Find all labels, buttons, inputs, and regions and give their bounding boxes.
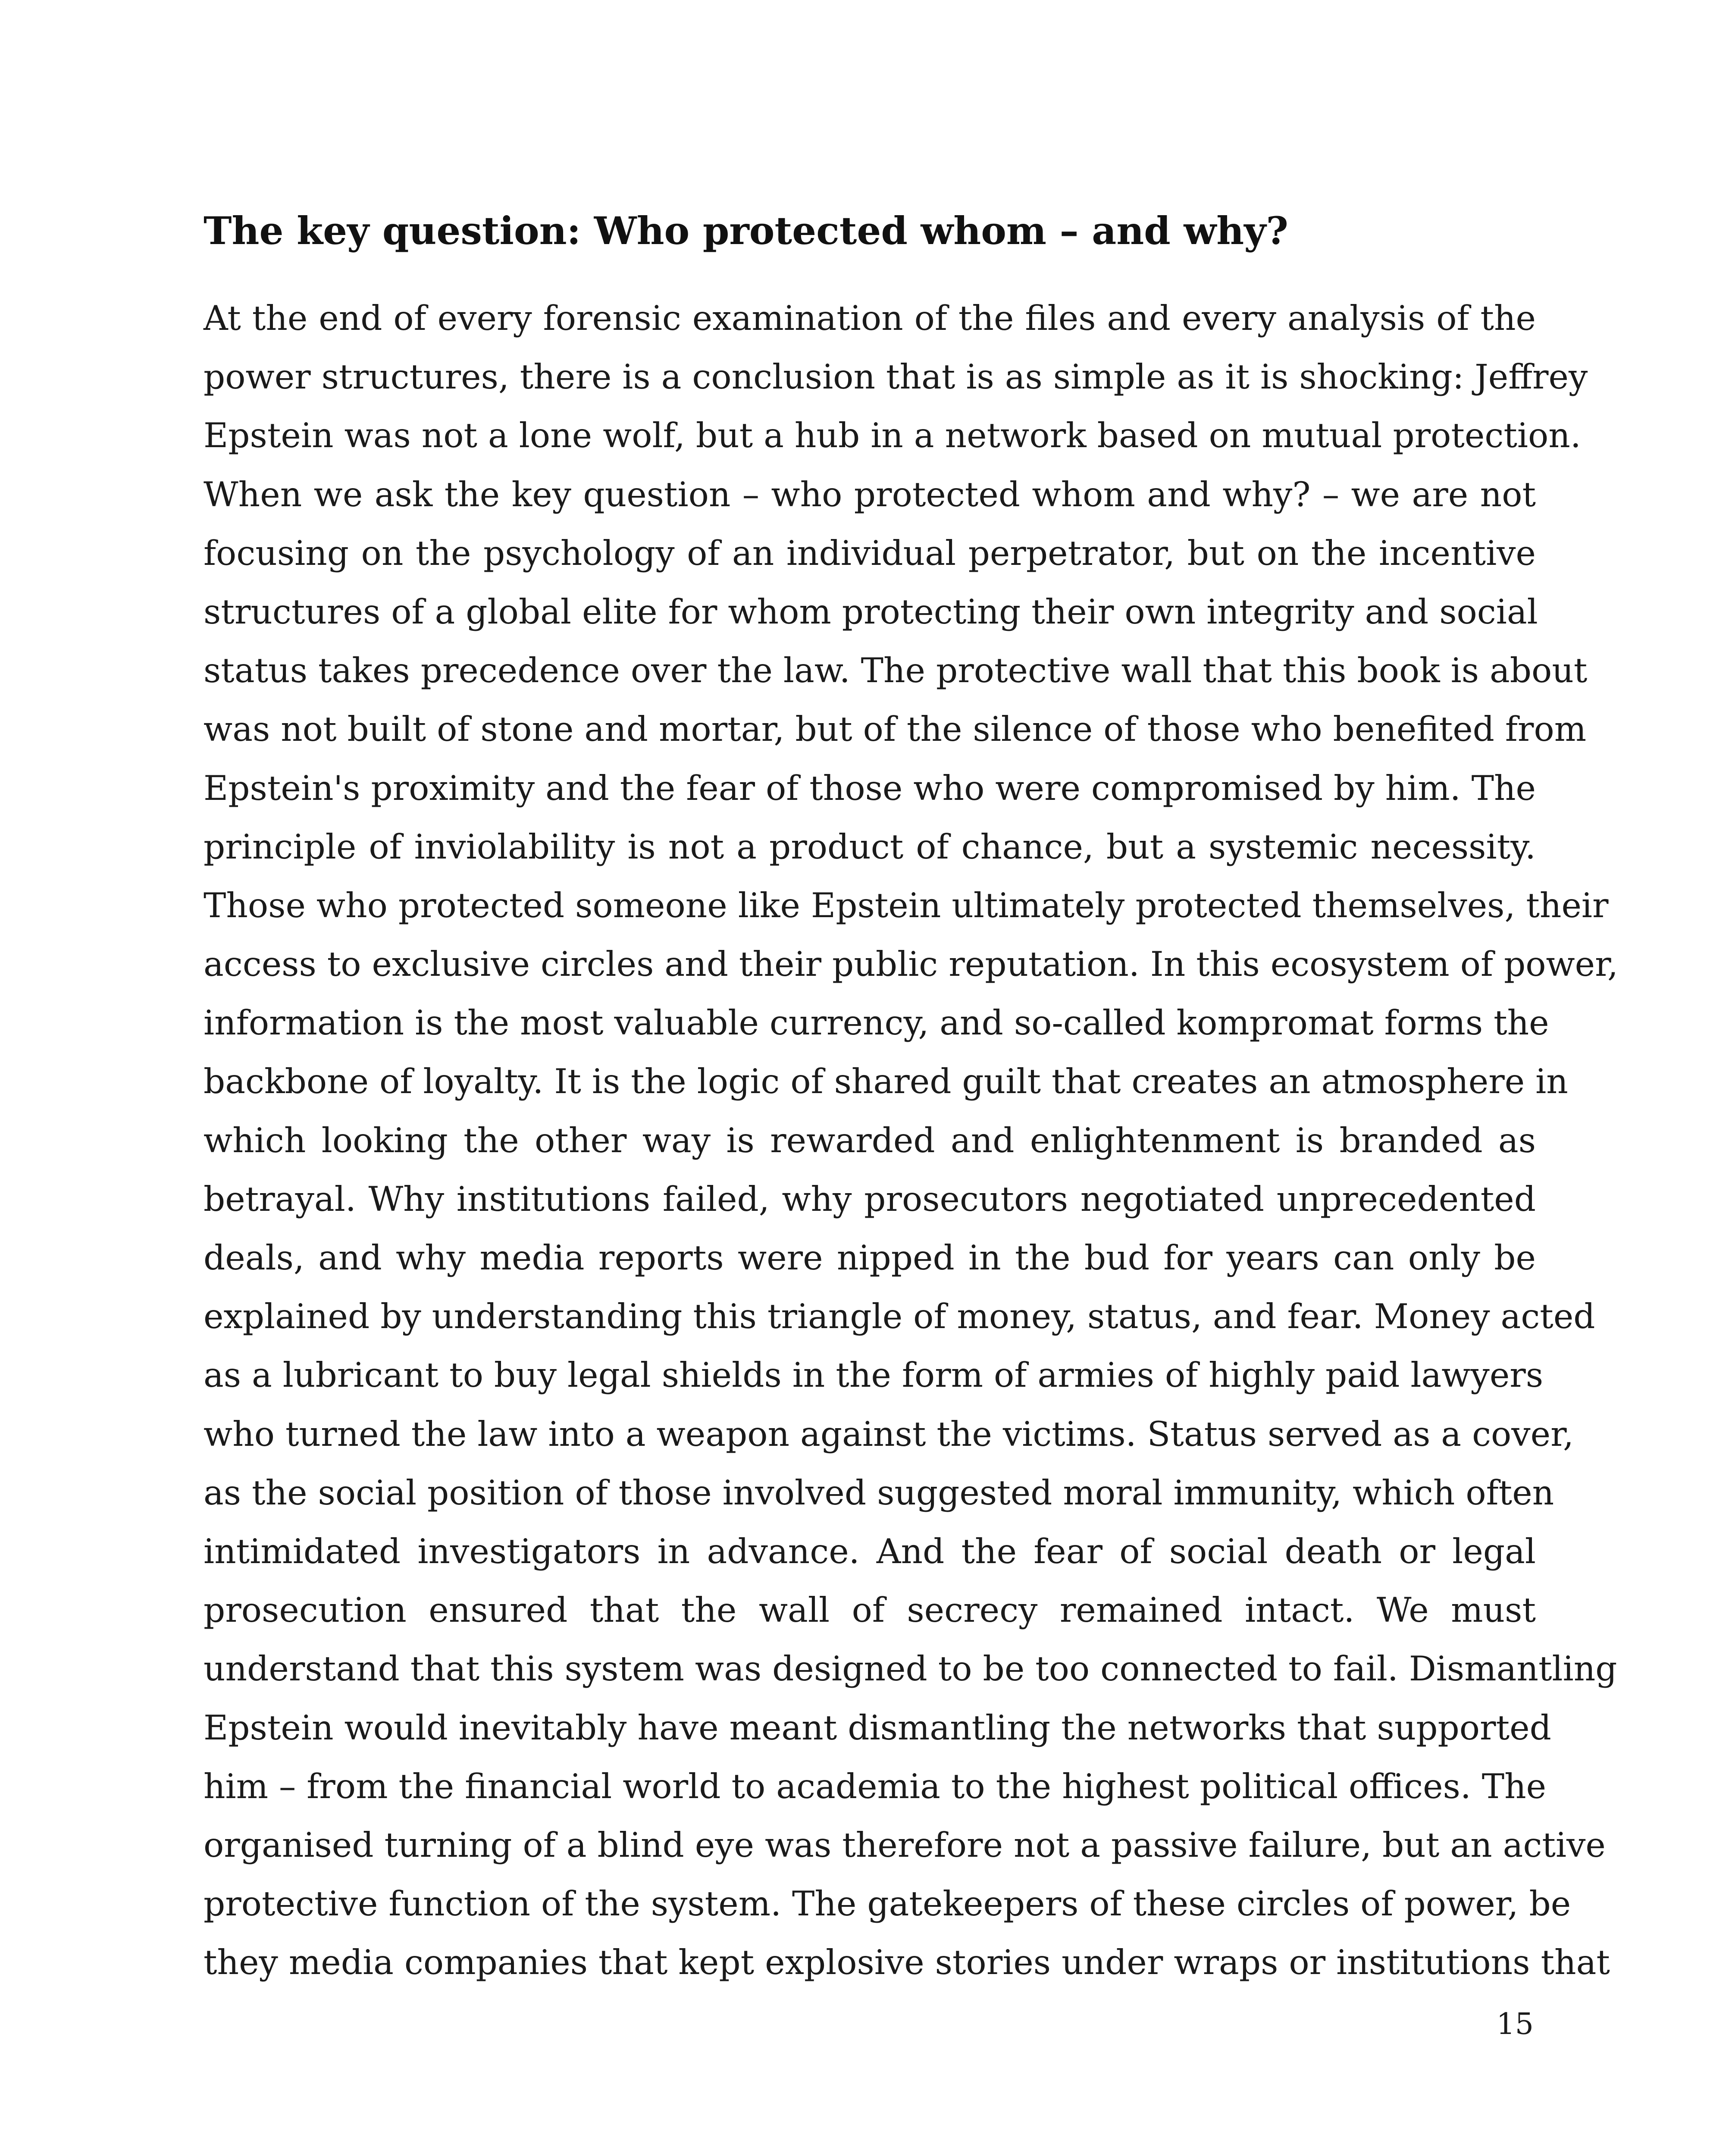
paragraph-line: explained by understanding this triangle of money, status, and fear. Money acted: [204, 1297, 1595, 1337]
paragraph-line: organised turning of a blind eye was therefore not a passive failure, but an active: [204, 1825, 1606, 1865]
paragraph-line: information is the most valuable currency, and so-called kompromat forms the: [204, 1003, 1549, 1043]
page-number: 15: [1496, 2007, 1534, 2041]
paragraph-line: deals, and why media reports were nipped in the bud for years can only be: [204, 1238, 1536, 1278]
paragraph-line: Epstein would inevitably have meant dismantling the networks that supported: [204, 1708, 1551, 1748]
paragraph-line: understand that this system was designed to be too connected to fail. Dismantling: [204, 1649, 1617, 1689]
paragraph-line: was not built of stone and mortar, but of the silence of those who benefited from: [204, 709, 1587, 749]
paragraph-line: protective function of the system. The gatekeepers of these circles of power, be: [204, 1884, 1571, 1924]
paragraph-line: principle of inviolability is not a product of chance, but a systemic necessity.: [204, 827, 1536, 867]
paragraph-line: Epstein was not a lone wolf, but a hub in a network based on mutual protection.: [204, 416, 1581, 456]
body-paragraph: [204, 289, 1618, 1992]
paragraph-line: him – from the financial world to academia to the highest political offices. The: [204, 1766, 1547, 1806]
paragraph-line: as a lubricant to buy legal shields in the form of armies of highly paid lawyers: [204, 1355, 1544, 1395]
paragraph-line: focusing on the psychology of an individual perpetrator, but on the incentive: [204, 533, 1536, 573]
paragraph-line: which looking the other way is rewarded and enlightenment is branded as: [204, 1120, 1536, 1160]
paragraph-line: as the social position of those involved suggested moral immunity, which often: [204, 1473, 1554, 1513]
paragraph-line: backbone of loyalty. It is the logic of shared guilt that creates an atmosphere in: [204, 1062, 1568, 1102]
paragraph-line: who turned the law into a weapon against the victims. Status served as a cover,: [204, 1414, 1574, 1454]
paragraph-line: At the end of every forensic examination of the files and every analysis of the: [204, 298, 1536, 338]
paragraph-line: access to exclusive circles and their public reputation. In this ecosystem of power,: [204, 944, 1618, 984]
paragraph-line: Epstein's proximity and the fear of those who were compromised by him. The: [204, 768, 1536, 808]
paragraph-line: Those who protected someone like Epstein ultimately protected themselves, their: [204, 885, 1609, 925]
paragraph-line: betrayal. Why institutions failed, why prosecutors negotiated unprecedented: [204, 1179, 1536, 1219]
paragraph-line: prosecution ensured that the wall of secrecy remained intact. We must: [204, 1590, 1536, 1630]
section-heading: The key question: Who protected whom – and why?: [204, 208, 1288, 253]
paragraph-line: structures of a global elite for whom protecting their own integrity and social: [204, 592, 1538, 632]
paragraph-line: they media companies that kept explosive stories under wraps or institutions that: [204, 1943, 1610, 1983]
paragraph-line: status takes precedence over the law. The protective wall that this book is about: [204, 651, 1588, 691]
paragraph-line: power structures, there is a conclusion that is as simple as it is shocking: Jeffrey: [204, 357, 1588, 397]
paragraph-line: When we ask the key question – who protected whom and why? – we are not: [204, 474, 1536, 514]
paragraph-line: intimidated investigators in advance. And the fear of social death or legal: [204, 1531, 1536, 1571]
